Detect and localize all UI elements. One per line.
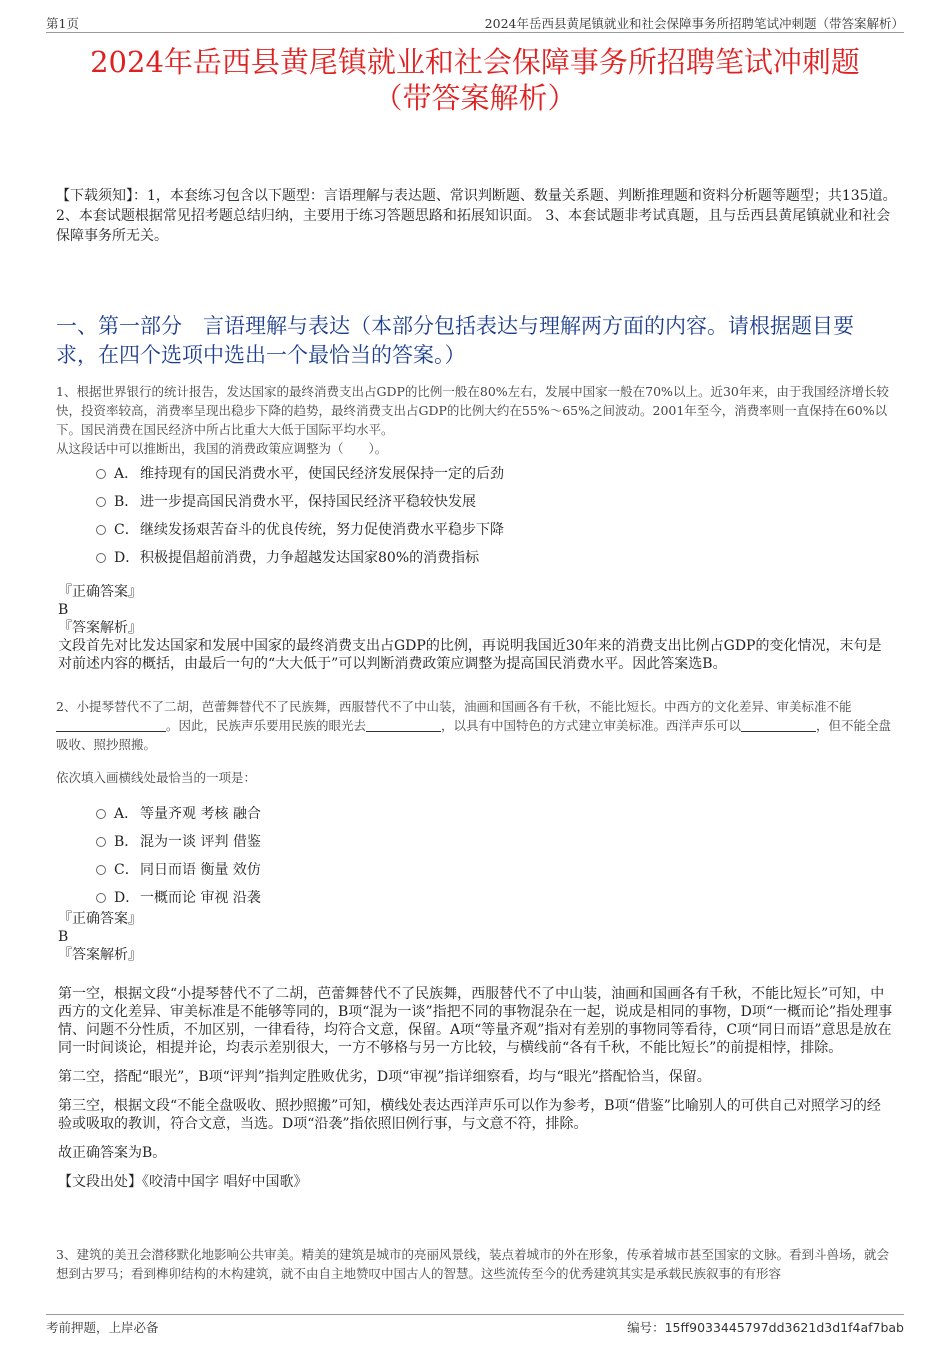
q2-analysis-para-2: 第二空，搭配“眼光”，B项“评判”指判定胜败优劣，D项“审视”指详细察看，均与“眼光”搭配恰当，保留。 — [58, 1069, 711, 1085]
q2-stem-part-a: 2、小提琴替代不了二胡，芭蕾舞替代不了民族舞，西服替代不了中山装，油画和国画各有千秋，不能比短长。中西方的文化差异、审美标准不能 — [56, 699, 852, 714]
q1-answer-label: 『正确答案』 — [58, 584, 142, 600]
q1-stem — [56, 382, 898, 458]
footer-code-label: 编号： — [627, 1320, 665, 1335]
option-text: 同日而语 衡量 效仿 — [140, 862, 261, 878]
q2-option-c[interactable] — [96, 856, 890, 884]
q2-analysis-para-4: 故正确答案为B。 — [58, 1145, 167, 1161]
q2-stem — [56, 697, 898, 754]
radio-icon[interactable] — [96, 893, 106, 903]
radio-icon[interactable] — [96, 865, 106, 875]
q2-option-b[interactable] — [96, 828, 890, 856]
option-text: 进一步提高国民消费水平，保持国民经济平稳较快发展 — [140, 494, 476, 510]
q2-blank-3 — [741, 719, 816, 732]
page-footer — [46, 1314, 904, 1333]
option-text: 混为一谈 评判 借鉴 — [140, 834, 261, 850]
footer-slogan: 考前押题，上岸必备 — [46, 1320, 159, 1335]
footer-code-value: 15ff9033445797dd3621d3d1f4af7bab — [664, 1320, 904, 1335]
option-text: 等量齐观 考核 融合 — [140, 806, 261, 822]
option-key: B． — [114, 494, 139, 510]
q1-option-a[interactable] — [96, 460, 890, 488]
q1-answer-block — [58, 583, 894, 673]
radio-icon[interactable] — [96, 497, 106, 507]
option-key: A． — [114, 806, 139, 822]
q2-source: 【文段出处】《咬清中国字 唱好中国歌》 — [58, 1174, 308, 1190]
section-heading: 一、第一部分 言语理解与表达（本部分包括表达与理解两方面的内容。请根据题目要求，在四个选项中选出一个最恰当的答案。） — [56, 314, 854, 367]
q1-option-b[interactable] — [96, 488, 890, 516]
q2-option-a[interactable] — [96, 800, 890, 828]
option-key: D． — [114, 550, 140, 566]
q2-blank-1 — [56, 719, 166, 732]
q1-option-c[interactable] — [96, 516, 890, 544]
header-doc-title: 2024年岳西县黄尾镇就业和社会保障事务所招聘笔试冲刺题（带答案解析） — [484, 16, 904, 31]
radio-icon[interactable] — [96, 553, 106, 563]
q2-analysis — [58, 985, 894, 1202]
q1-analysis-label: 『答案解析』 — [58, 620, 142, 636]
q1-options — [96, 460, 890, 572]
q2-analysis-para-3: 第三空，根据文段“不能全盘吸收、照抄照搬”可知，横线处表达西洋声乐可以作为参考，B项“借鉴”比喻别人的可供自己对照学习的经验或吸取的教训，符合文意，当选。D项“沿袭”指依照旧例行事，与文意不符，排除。 — [58, 1098, 881, 1132]
footer-code — [627, 1318, 904, 1336]
radio-icon[interactable] — [96, 525, 106, 535]
q2-stem-part-c: ，以具有中国特色的方式建立审美标准。西洋声乐可以 — [441, 718, 742, 733]
q2-analysis-para-1: 第一空，根据文段“小提琴替代不了二胡，芭蕾舞替代不了民族舞，西服替代不了中山装，油画和国画各有千秋，不能比短长”可知，中西方的文化差异、审美标准是不能够等同的，B项“混为一谈”指把不同的事物混杂在一起，说成是相同的事物，D项“一概而论”指处理事情、问题不分性质，不加区别，一律看待，均符合文意，保留。A项“等量齐观”指对有差别的事物同等看待，C项“同日而语”意思是放在同一时间谈论，相提并论，均表示差别很大，一方不够格与另一方比较，与横线前“各有千秋，不能比短长”的前提相悖，排除。 — [58, 986, 893, 1056]
q1-analysis: 文段首先对比发达国家和发展中国家的最终消费支出占GDP的比例，再说明我国近30年来的消费支出比例占GDP的变化情况，末句是对前述内容的概括，由最后一句的“大大低于”可以判断消费政策应调整为提高国民消费水平。因此答案选B。 — [58, 638, 882, 672]
q1-answer: B — [58, 602, 69, 618]
q2-ask: 依次填入画横线处最恰当的一项是： — [56, 770, 257, 785]
radio-icon[interactable] — [96, 837, 106, 847]
option-text: 一概而论 审视 沿袭 — [140, 890, 261, 906]
q2-stem-part-b: 。因此，民族声乐要用民族的眼光去 — [166, 718, 367, 733]
radio-icon[interactable] — [96, 469, 106, 479]
option-text: 继续发扬艰苦奋斗的优良传统，努力促使消费水平稳步下降 — [140, 522, 504, 538]
q1-ask: 从这段话中可以推断出，我国的消费政策应调整为（ ）。 — [56, 441, 388, 456]
option-key: C． — [114, 522, 139, 538]
q2-stem-part-d: ，但不能全盘吸收、照抄照搬。 — [56, 718, 892, 752]
option-key: D． — [114, 890, 140, 906]
q2-options — [96, 800, 890, 912]
option-key: B． — [114, 834, 139, 850]
q3-stem: 3、建筑的美丑会潜移默化地影响公共审美。精美的建筑是城市的亮丽风景线，装点着城市的外在形象，传承着城市甚至国家的文脉。看到斗兽场，就会想到古罗马；看到榫卯结构的木构建筑，就不由自主地赞叹中国古人的智慧。这些流传至今的优秀建筑其实是承载民族叙事的有形容 — [56, 1247, 889, 1281]
option-text: 维持现有的国民消费水平，使国民经济发展保持一定的后劲 — [140, 466, 504, 482]
q2-option-d[interactable] — [96, 884, 890, 912]
download-notice: 【下载须知】：1，本套练习包含以下题型：言语理解与表达题、常识判断题、数量关系题、判断推理题和资料分析题等题型；共135道。 2、本套试题根据常见招考题总结归纳，主要用于练习答题思路和拓展知识面。 3、本套试题非考试真题，且与岳西县黄尾镇就业和社会保障事务所无关。 — [56, 188, 897, 244]
option-key: A． — [114, 466, 139, 482]
q2-answer-block — [58, 910, 894, 964]
radio-icon[interactable] — [96, 809, 106, 819]
q2-answer: B — [58, 929, 69, 945]
q2-blank-2 — [366, 719, 441, 732]
page-header — [46, 12, 904, 33]
option-text: 积极提倡超前消费，力争超越发达国家80%的消费指标 — [140, 550, 480, 566]
q1-stem-text: 1、根据世界银行的统计报告，发达国家的最终消费支出占GDP的比例一般在80%左右，发展中国家一般在70%以上。近30年来，由于我国经济增长较快，投资率较高，消费率呈现出稳步下降的趋势，最终消费支出占GDP的比例大约在55%～65%之间波动。2001年至今，消费率则一直保持在60%以下。国民消费在国民经济中所占比重大大低于国际平均水平。 — [56, 384, 889, 437]
title-line-2: （带答案解析） — [373, 81, 577, 115]
page-number: 第1页 — [46, 16, 79, 31]
q2-analysis-label: 『答案解析』 — [58, 947, 142, 963]
q2-answer-label: 『正确答案』 — [58, 911, 142, 927]
option-key: C． — [114, 862, 139, 878]
title-line-1: 2024年岳西县黄尾镇就业和社会保障事务所招聘笔试冲刺题 — [90, 45, 860, 79]
q1-option-d[interactable] — [96, 544, 890, 572]
document-title — [40, 44, 910, 116]
